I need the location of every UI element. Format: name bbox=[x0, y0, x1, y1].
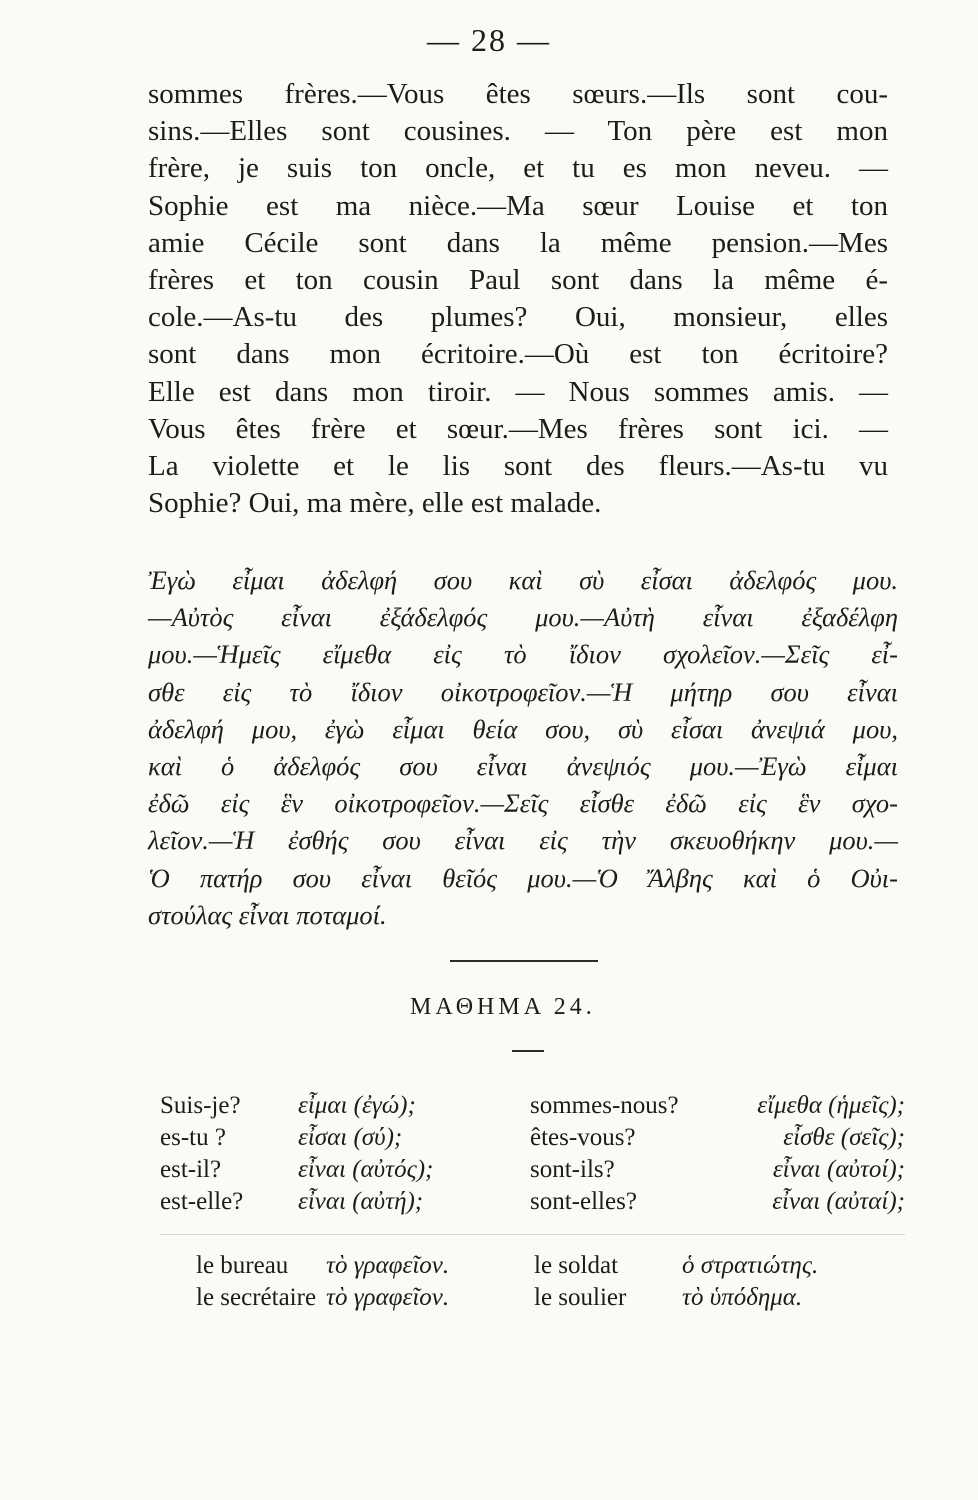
greek-word: τὸ γραφεῖον. bbox=[326, 1252, 450, 1279]
faint-divider bbox=[160, 1234, 905, 1235]
greek-line: ἐδῶ εἰς ἓν οἰκοτροφεῖον.—Σεῖς εἶσθε ἐδῶ εἰς ἓν σχο- bbox=[148, 788, 898, 819]
greek-line: μου.—Ἡμεῖς εἴμεθα εἰς τὸ ἴδιον σχολεῖον.—Σεῖς εἶ- bbox=[148, 639, 898, 670]
greek-form: εἶσαι (σύ); bbox=[298, 1124, 403, 1151]
french-word: le soulier bbox=[534, 1284, 627, 1311]
conjugation-table bbox=[160, 1092, 905, 1220]
french-form: êtes-vous? bbox=[530, 1124, 636, 1151]
greek-line: καὶ ὁ ἀδελφός σου εἶναι ἀνεψιός μου.—Ἐγὼ εἶμαι bbox=[148, 751, 898, 782]
greek-line: σθε εἰς τὸ ἴδιον οἰκοτροφεῖον.—Ἡ μήτηρ σου εἶναι bbox=[148, 676, 898, 707]
vocabulary-list bbox=[196, 1252, 896, 1316]
french-form: est-elle? bbox=[160, 1188, 244, 1215]
french-form: es-tu ? bbox=[160, 1124, 226, 1151]
greek-line: Ἐγὼ εἶμαι ἀδελφή σου καὶ σὺ εἶσαι ἀδελφός μου. bbox=[148, 565, 898, 595]
greek-word: τὸ γραφεῖον. bbox=[326, 1284, 450, 1311]
french-form: est-il? bbox=[160, 1156, 222, 1183]
greek-form: εἶναι (αὐτός); bbox=[298, 1156, 434, 1183]
section-divider bbox=[450, 960, 598, 962]
greek-line: στούλας εἶναι ποταμοί. bbox=[148, 899, 387, 930]
greek-word: τὸ ὑπόδημα. bbox=[682, 1284, 803, 1311]
french-line: frère, je suis ton oncle, et tu es mon neveu. — bbox=[148, 152, 888, 185]
page-number: — 28 — bbox=[427, 22, 551, 58]
greek-line: —Αὐτὸς εἶναι ἐξάδελφός μου.—Αὐτὴ εἶναι ἐξαδέλφη bbox=[148, 602, 898, 633]
greek-form: εἴμεθα (ἡμεῖς); bbox=[757, 1092, 905, 1119]
greek-form: εἶναι (αὐταί); bbox=[772, 1188, 905, 1215]
heading-underline bbox=[512, 1050, 544, 1052]
conjugation-row bbox=[160, 1188, 905, 1220]
greek-form: εἶμαι (ἐγώ); bbox=[298, 1092, 416, 1119]
greek-line: Ὁ πατήρ σου εἶναι θεῖός μου.—Ὁ Ἄλβης καὶ ὁ Οὐι- bbox=[148, 862, 898, 893]
greek-exercise-paragraph bbox=[148, 562, 898, 934]
french-line: cole.—As-tu des plumes? Oui, monsieur, elles bbox=[148, 301, 888, 334]
french-line: La violette et le lis sont des fleurs.—As-tu vu bbox=[148, 450, 888, 483]
french-line: amie Cécile sont dans la même pension.—Mes bbox=[148, 226, 888, 259]
greek-line: ἀδελφή μου, ἐγὼ εἶμαι θεία σου, σὺ εἶσαι ἀνεψιά μου, bbox=[148, 713, 898, 744]
french-line: sins.—Elles sont cousines. — Ton père est mon bbox=[148, 115, 888, 148]
french-line: sommes frères.—Vous êtes sœurs.—Ils sont cou- bbox=[148, 78, 888, 110]
lesson-heading: ΜΑΘΗΜΑ 24. bbox=[410, 994, 596, 1020]
french-line: Sophie? Oui, ma mère, elle est malade. bbox=[148, 487, 602, 520]
french-word: le bureau bbox=[196, 1252, 289, 1279]
conjugation-row bbox=[160, 1156, 905, 1188]
french-form: Suis-je? bbox=[160, 1092, 241, 1119]
french-word: le soldat bbox=[534, 1252, 619, 1279]
french-form: sommes-nous? bbox=[530, 1092, 679, 1119]
conjugation-row bbox=[160, 1092, 905, 1124]
greek-form: εἶναι (αὐτοί); bbox=[772, 1156, 905, 1183]
french-line: Elle est dans mon tiroir. — Nous sommes amis. — bbox=[148, 375, 888, 408]
french-exercise-paragraph bbox=[148, 76, 888, 522]
french-line: Vous êtes frère et sœur.—Mes frères sont ici. — bbox=[148, 412, 888, 445]
french-line: frères et ton cousin Paul sont dans la même é- bbox=[148, 264, 888, 297]
french-word: le secrétaire bbox=[196, 1284, 317, 1311]
french-line: Sophie est ma nièce.—Ma sœur Louise et ton bbox=[148, 189, 888, 222]
greek-form: εἶναι (αὐτή); bbox=[298, 1188, 424, 1215]
greek-line: λεῖον.—Ἡ ἐσθής σου εἶναι εἰς τὴν σκευοθήκην μου.— bbox=[148, 825, 898, 856]
greek-word: ὁ στρατιώτης. bbox=[682, 1252, 819, 1279]
greek-form: εἶσθε (σεῖς); bbox=[783, 1124, 905, 1151]
vocabulary-row bbox=[196, 1252, 896, 1284]
french-line: sont dans mon écritoire.—Où est ton écritoire? bbox=[148, 338, 888, 371]
french-form: sont-ils? bbox=[530, 1156, 615, 1183]
french-form: sont-elles? bbox=[530, 1188, 637, 1215]
vocabulary-row bbox=[196, 1284, 896, 1316]
conjugation-row bbox=[160, 1124, 905, 1156]
